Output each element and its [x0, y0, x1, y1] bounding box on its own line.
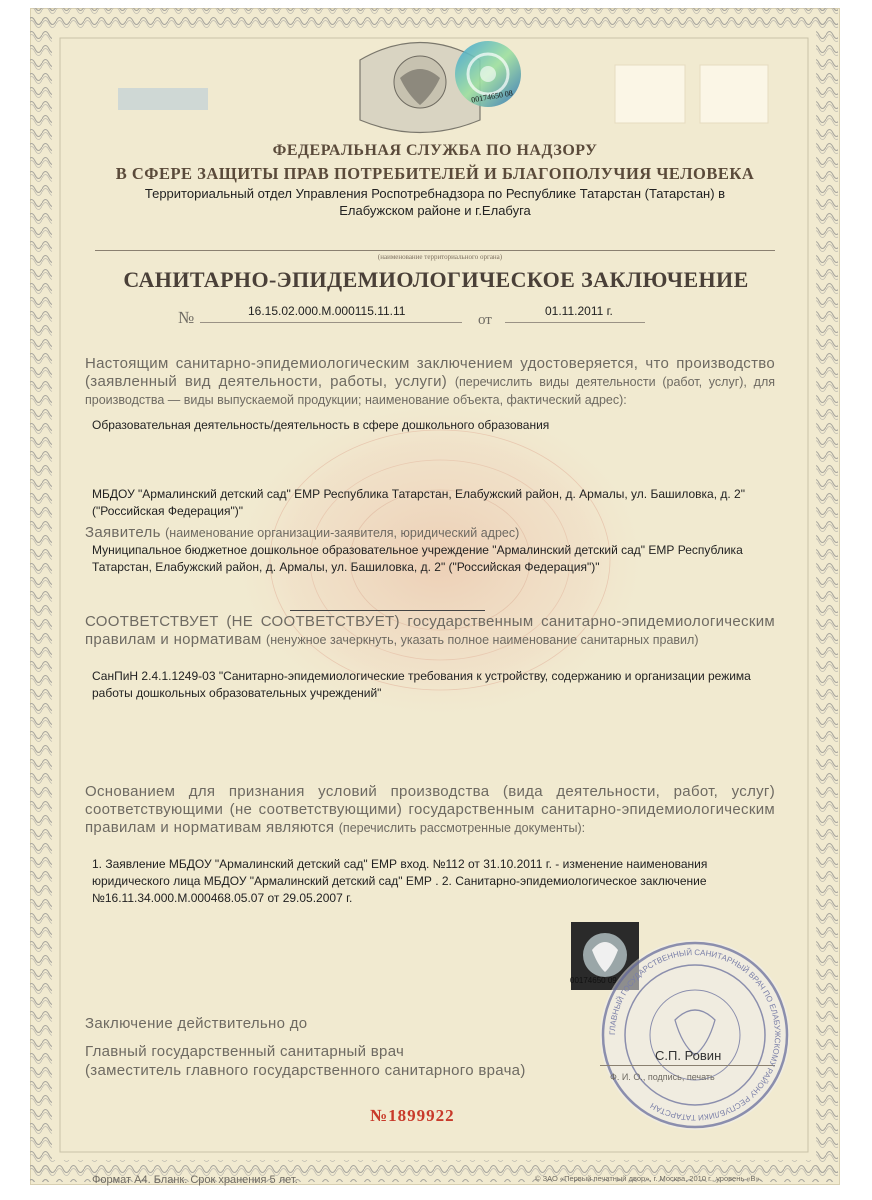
activity-value: Образовательная деятельность/деятельность в сфере дошкольного образования [92, 418, 550, 432]
signature-caption: Ф. И. О., подпись, печать [610, 1072, 715, 1082]
seal-lettering [600, 940, 790, 1130]
printer-note: © ЗАО «Первый печатный двор», г. Москва, 2010 г., уровень «В». [535, 1174, 762, 1183]
certify-text: Настоящим санитарно-эпидемиологическим заключением удостоверяется, что производство (заявленный вид деятельности, работы, услуги) (перечислить виды деятельности (работ, услуг), для производства — виды выпускаемой продукции; наименование объекта, фактический адрес): [85, 355, 776, 407]
frame-left [30, 8, 52, 1182]
basis-text: Основанием для признания условий производства (вида деятельности, работ, услуг) соответствующими (не соответствующими) государственным санитарно-эпидемиологическим правилам и нормативам являются (перечислить рассмотренные документы): [85, 783, 775, 836]
deputy-doctor-label: (заместитель главного государственного санитарного врача) [85, 1062, 526, 1079]
department-line1: Территориальный отдел Управления Роспотребнадзора по Республике Татарстан (Татарстан) в [144, 186, 726, 201]
format-note: Формат А4. Бланк. Срок хранения 5 лет. [92, 1174, 298, 1186]
valid-until-label: Заключение действительно до [85, 1015, 308, 1032]
date-underline [505, 322, 645, 323]
basis-documents: 1. Заявление МБДОУ "Армалинский детский сад" ЕМР вход. №112 от 31.10.2011 г. - изменение наименования юридического лица МБДОУ "Армалинский детский сад" ЕМР . 2. Санитарно-эпидемиологическое заключение №16.11.34.000.М.000468.05.07 от 29.05.2007 г. [92, 857, 708, 905]
strikethrough-line [290, 610, 485, 611]
number-label: № [178, 308, 195, 327]
svg-text:ГЛАВНЫЙ ГОСУДАРСТВЕННЫЙ САНИТА: ГЛАВНЫЙ ГОСУДАРСТВЕННЫЙ САНИТАРНЫЙ ВРАЧ ПО ЕЛАБУЖСКОМУ РАЙОНУ РЕСПУБЛИКИ ТАТАРСТАН [607, 947, 783, 1123]
date-label: от [478, 312, 492, 328]
object-address: МБДОУ "Армалинский детский сад" ЕМР Республика Татарстан, Елабужский район, д. Армалы, ул. Башиловка, д. 2" ("Российская Федерация")" [92, 487, 745, 518]
certificate-number: 16.15.02.000.М.000115.11.11 [248, 304, 406, 318]
security-strip [118, 88, 208, 110]
department-underline [95, 250, 775, 251]
frame-right [816, 8, 838, 1182]
service-title-line2: В СФЕРЕ ЗАЩИТЫ ПРАВ ПОТРЕБИТЕЛЕЙ И БЛАГОПОЛУЧИЯ ЧЕЛОВЕКА [115, 164, 755, 183]
service-title-line1: ФЕДЕРАЛЬНАЯ СЛУЖБА ПО НАДЗОРУ [272, 142, 598, 159]
chief-doctor-label: Главный государственный санитарный врач [85, 1043, 405, 1060]
document-title: САНИТАРНО-ЭПИДЕМИОЛОГИЧЕСКОЕ ЗАКЛЮЧЕНИЕ [123, 267, 749, 292]
number-underline [200, 322, 462, 323]
stamp-box-left [615, 65, 685, 123]
certificate-date: 01.11.2011 г. [545, 304, 613, 318]
stamp-box-right [700, 65, 768, 123]
department-caption: (наименование территориального органа) [377, 253, 503, 261]
signer-name: С.П. Ровин [655, 1048, 722, 1063]
applicant-label: Заявитель (наименование организации-заявителя, юридический адрес) [85, 524, 520, 541]
hologram-small-code: 00174650 09 [570, 976, 617, 985]
applicant-value: Муниципальное бюджетное дошкольное образовательное учреждение "Армалинский детский сад" ЕМР Республика Татарстан, Елабужский район, д. Армалы, ул. Башиловка, д. 2" ("Российская Федерация")" [92, 543, 743, 574]
hologram-code: 00174650 08 [470, 88, 514, 105]
conformity-text: СООТВЕТСТВУЕТ (НЕ СООТВЕТСТВУЕТ) государственным санитарно-эпидемиологическим правилам и нормативам (ненужное зачеркнуть, указать полное наименование санитарных правил) [85, 613, 775, 648]
frame-top [30, 8, 838, 30]
department-line2: Елабужском районе и г.Елабуга [339, 203, 531, 218]
sanitary-rules: СанПиН 2.4.1.1249-03 "Санитарно-эпидемиологические требования к устройству, содержанию и организации режима работы дошкольных образовательных учреждений" [92, 669, 751, 700]
serial-number: №1899922 [370, 1106, 455, 1125]
